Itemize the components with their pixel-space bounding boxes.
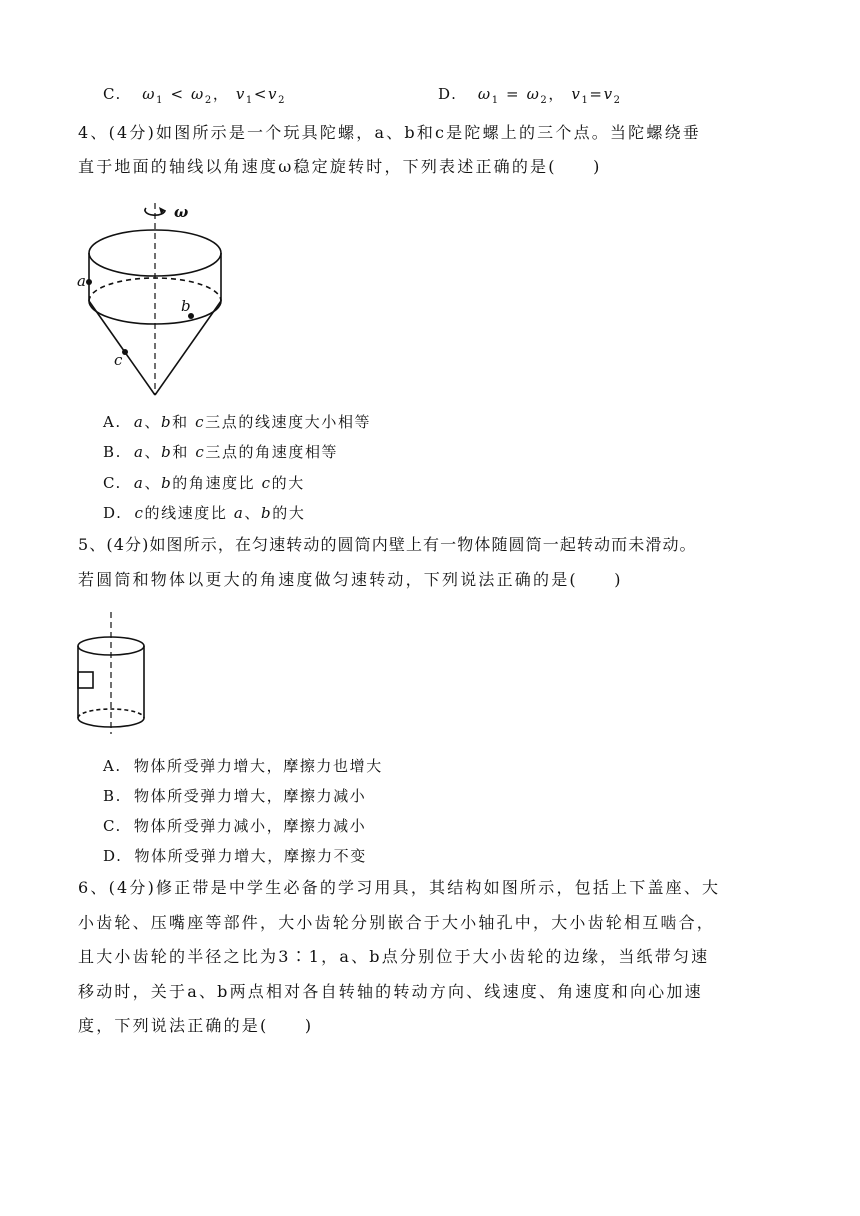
- omega-label: ω: [174, 203, 189, 221]
- subscript: 2: [540, 95, 549, 106]
- option-text: 物体所受弹力增大，摩擦力不变: [134, 847, 367, 865]
- option-text: a: [233, 504, 245, 522]
- less-than: <: [170, 85, 185, 103]
- q5-option-b: [103, 786, 366, 806]
- option-text: 、: [144, 413, 161, 431]
- option-letter: D.: [103, 847, 123, 865]
- option-text: b: [160, 413, 173, 431]
- spinning-top-figure: [70, 195, 230, 405]
- q5-option-a: [103, 756, 383, 776]
- option-c-top: [103, 84, 286, 111]
- option-text: a: [133, 413, 145, 431]
- subscript: 2: [613, 95, 622, 106]
- omega-2: ω: [191, 85, 205, 103]
- subscript: 1: [245, 95, 254, 106]
- option-text: c: [195, 413, 206, 431]
- subscript: 2: [204, 95, 213, 106]
- option-d-top: [438, 84, 622, 111]
- q5-stem-line-2: 若圆筒和物体以更大的角速度做匀速转动，下列说法正确的是( ): [78, 570, 623, 589]
- q4-option-d: [103, 503, 305, 523]
- option-text: 物体所受弹力增大，摩擦力减小: [134, 787, 367, 805]
- option-letter: D.: [103, 504, 123, 522]
- option-text: a: [134, 443, 145, 461]
- point-c-label: c: [114, 351, 123, 369]
- option-text: c: [134, 504, 145, 522]
- option-letter: B.: [103, 787, 122, 805]
- option-text: 、: [244, 504, 262, 522]
- option-text: 、: [144, 474, 162, 492]
- less-than: <: [253, 85, 269, 103]
- q6-stem-line-3: 且大小齿轮的半径之比为3∶1，a、b点分别位于大小齿轮的边缘，当纸带匀速: [78, 947, 710, 966]
- subscript: 1: [156, 95, 165, 106]
- option-text: 和: [172, 443, 196, 461]
- subscript: 2: [278, 95, 287, 106]
- option-text: b: [161, 443, 173, 461]
- option-text: 物体所受弹力减小，摩擦力减小: [133, 817, 367, 835]
- q6-stem-line-5: 度，下列说法正确的是( ): [78, 1016, 314, 1035]
- option-text: 三点的线速度大小相等: [205, 413, 372, 431]
- q5-option-d: [103, 846, 367, 866]
- v-1: v: [571, 85, 582, 103]
- q6-stem-line-4: 移动时，关于a、b两点相对各自转轴的转动方向、线速度、角速度和向心加速: [78, 982, 703, 1001]
- omega-2: ω: [526, 85, 541, 103]
- subscript: 1: [491, 95, 500, 106]
- option-text: 物体所受弹力增大，摩擦力也增大: [133, 757, 383, 775]
- v-1: v: [235, 85, 246, 103]
- option-letter: A.: [103, 757, 122, 775]
- q4-stem-line-1: 4、(4分)如图所示是一个玩具陀螺，a、b和c是陀螺上的三个点。当陀螺绕垂: [78, 123, 701, 142]
- option-text: 的大: [271, 474, 305, 492]
- option-text: c: [261, 474, 272, 492]
- subscript: 1: [581, 95, 590, 106]
- q5-stem-line-1: 5、(4分)如图所示，在匀速转动的圆筒内壁上有一物体随圆筒一起转动而未滑动。: [78, 535, 697, 554]
- option-text: 的线速度比: [144, 504, 234, 522]
- option-letter: C.: [103, 474, 122, 492]
- q4-option-a: [103, 412, 371, 432]
- point-a-label: a: [77, 272, 86, 290]
- option-text: a: [133, 474, 145, 492]
- option-text: b: [161, 474, 173, 492]
- option-text: b: [261, 504, 273, 522]
- q4-stem-line-2: 直于地面的轴线以角速度ω稳定旋转时，下列表述正确的是( ): [78, 157, 602, 176]
- omega-1: ω: [477, 85, 492, 103]
- block-object: [78, 672, 93, 688]
- separator: ，: [548, 85, 565, 103]
- q6-stem-line-1: 6、(4分)修正带是中学生必备的学习用具，其结构如图所示，包括上下盖座、大: [78, 878, 721, 897]
- v-2: v: [268, 85, 279, 103]
- option-text: 三点的角速度相等: [205, 443, 339, 461]
- separator: ，: [212, 85, 230, 103]
- rotating-cylinder-figure: [72, 610, 162, 740]
- option-letter: A.: [103, 413, 122, 431]
- equals: =: [506, 85, 521, 103]
- v-2: v: [603, 85, 614, 103]
- option-letter: D.: [438, 85, 458, 103]
- option-text: 和: [172, 413, 196, 431]
- omega-1: ω: [142, 85, 157, 103]
- option-text: 的大: [272, 504, 306, 522]
- point-b-label: b: [181, 297, 191, 315]
- q4-option-b: [103, 442, 338, 462]
- option-text: c: [195, 443, 206, 461]
- equals: =: [589, 85, 604, 103]
- option-text: 、: [144, 443, 162, 461]
- option-letter: C.: [103, 85, 122, 103]
- q6-stem-line-2: 小齿轮、压嘴座等部件，大小齿轮分别嵌合于大小轴孔中，大小齿轮相互啮合，: [78, 913, 716, 932]
- option-text: 的角速度比: [172, 474, 262, 492]
- q5-option-c: [103, 816, 366, 836]
- option-letter: C.: [103, 817, 122, 835]
- option-letter: B.: [103, 443, 122, 461]
- q4-option-c: [103, 473, 305, 493]
